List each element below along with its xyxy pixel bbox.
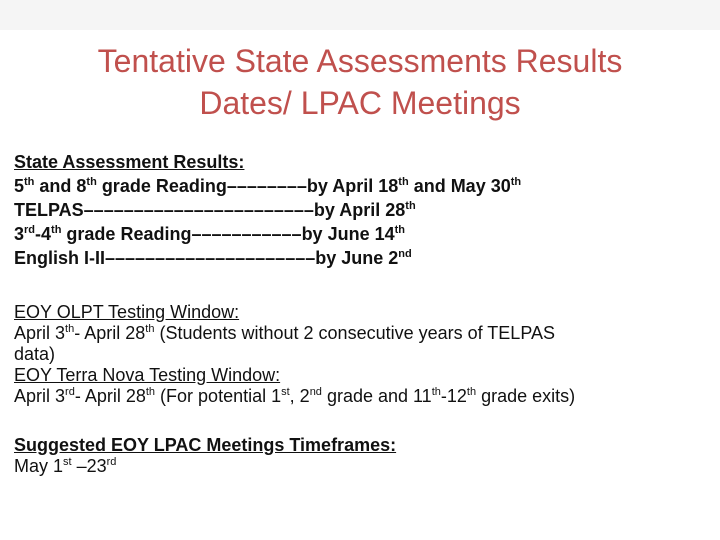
olpt-window-text-cont: data): [14, 344, 56, 364]
lpac-heading: Suggested EOY LPAC Meetings Timeframes:: [14, 435, 397, 455]
terra-nova-heading: EOY Terra Nova Testing Window:: [14, 365, 281, 385]
results-row-reading-5-8: 5th and 8th grade Reading––––––––by April 18th and May 30th: [14, 176, 522, 196]
results-row-reading-3-4: 3rd-4th grade Reading–––––––––––by June 14th: [14, 224, 405, 244]
slide-body: [14, 150, 714, 477]
lpac-section: [14, 435, 714, 477]
state-results-section: [14, 150, 714, 270]
state-results-heading: State Assessment Results:: [14, 152, 245, 172]
lpac-timeframe-text: May 1st –23rd: [14, 456, 117, 476]
terra-nova-window-text: April 3rd- April 28th (For potential 1st, 2nd grade and 11th-12th grade exits): [14, 386, 576, 406]
results-row-telpas: TELPAS–––––––––––––––––––––––by April 28th: [14, 200, 416, 220]
title-line-2: Dates/ LPAC Meetings: [199, 85, 521, 121]
title-line-1: Tentative State Assessments Results: [97, 43, 623, 79]
olpt-heading: EOY OLPT Testing Window:: [14, 302, 240, 322]
results-row-english: English I-II–––––––––––––––––––––by June 2nd: [14, 248, 412, 268]
slide-title: [0, 40, 720, 124]
testing-windows-section: [14, 302, 714, 407]
olpt-window-text: April 3th- April 28th (Students without 2 consecutive years of TELPAS: [14, 323, 555, 343]
